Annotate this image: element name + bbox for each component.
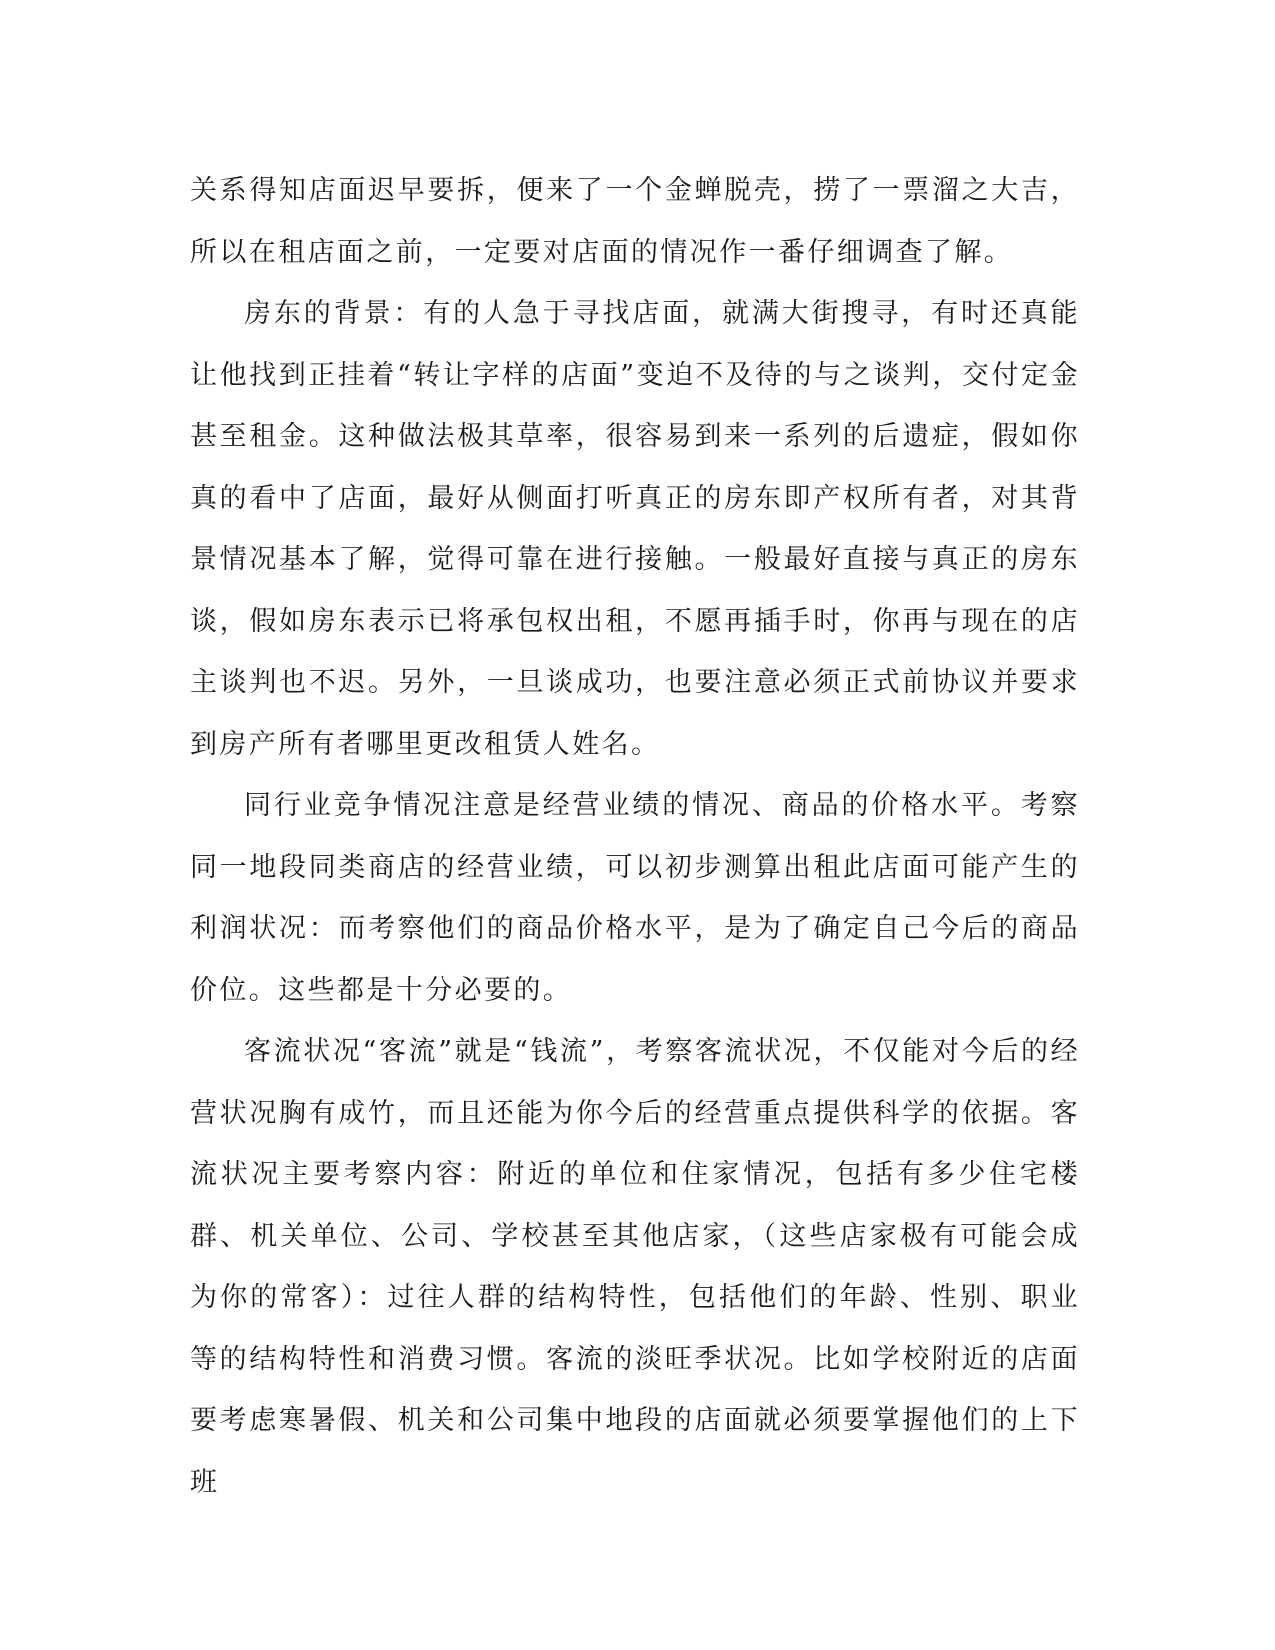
paragraph-customer-flow: 客流状况“客流”就是“钱流”，考察客流状况，不仅能对今后的经营状况胸有成竹，而且还能为你今后的经营重点提供科学的依据。客流状况主要考察内容：附近的单位和住家情况，包括有多少住宅楼群、机关单位、公司、学校甚至其他店家，（这些店家极有可能会成为你的常客）：过往人群的结构特性，包括他们的年龄、性别、职业等的结构特性和消费习惯。客流的淡旺季状况。比如学校附近的店面要考虑寒暑假、机关和公司集中地段的店面就必须要掌握他们的上下班 (190, 1036, 1080, 1498)
paragraph-1: 关系得知店面迟早要拆，便来了一个金蝉脱壳，捞了一票溜之大吉，所以在租店面之前，一定要对店面的情况作一番仔细调查了解。 (190, 175, 1080, 268)
paragraph-competition: 同行业竞争情况注意是经营业绩的情况、商品的价格水平。考察同一地段同类商店的经营业绩，可以初步测算出租此店面可能产生的利润状况：而考察他们的商品价格水平，是为了确定自己今后的商品价位。这些都是十分必要的。 (190, 790, 1080, 1006)
paragraph-landlord-background: 房东的背景：有的人急于寻找店面，就满大街搜寻，有时还真能让他找到正挂着“转让字样的店面”变迫不及待的与之谈判，交付定金甚至租金。这种做法极其草率，很容易到来一系列的后遗症，假如你真的看中了店面，最好从侧面打听真正的房东即产权所有者，对其背景情况基本了解，觉得可靠在进行接触。一般最好直接与真正的房东谈，假如房东表示已将承包权出租，不愿再插手时，你再与现在的店主谈判也不迟。另外，一旦谈成功，也要注意必须正式前协议并要求到房产所有者哪里更改租赁人姓名。 (190, 298, 1080, 760)
document-body (190, 160, 1080, 1513)
